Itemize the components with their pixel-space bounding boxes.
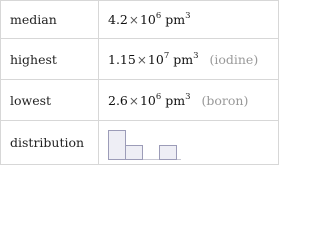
row-value xyxy=(99,1,279,39)
histogram-bar xyxy=(108,130,126,160)
mantissa: 4.2 xyxy=(108,12,128,27)
row-highest xyxy=(1,39,279,80)
distribution-histogram xyxy=(108,126,188,160)
row-label: highest xyxy=(1,39,99,80)
row-value xyxy=(99,80,279,121)
row-label: median xyxy=(1,1,99,39)
power-exponent: 7 xyxy=(163,50,170,61)
times-sign: × xyxy=(136,52,147,67)
row-value xyxy=(99,121,279,165)
power-exponent: 6 xyxy=(155,11,162,21)
times-sign: × xyxy=(128,13,139,27)
power-base: 10 xyxy=(139,12,156,27)
row-label: distribution xyxy=(1,121,99,165)
histogram-bar xyxy=(125,145,143,160)
power-exponent: 6 xyxy=(155,91,162,102)
element-note: (iodine) xyxy=(209,51,259,67)
row-label: lowest xyxy=(1,80,99,121)
mantissa: 1.15 xyxy=(108,51,136,67)
mantissa: 2.6 xyxy=(108,92,128,108)
unit: pm xyxy=(173,51,194,67)
row-value xyxy=(99,39,279,80)
row-median xyxy=(1,1,279,39)
times-sign: × xyxy=(128,93,139,108)
row-lowest xyxy=(1,80,279,121)
unit: pm xyxy=(165,92,186,108)
row-distribution xyxy=(1,121,279,165)
power-base: 10 xyxy=(147,51,164,67)
unit-exponent: 3 xyxy=(185,11,191,21)
histogram-bar xyxy=(159,145,177,160)
element-note: (boron) xyxy=(201,92,249,108)
unit-exponent: 3 xyxy=(193,50,199,61)
unit: pm xyxy=(165,12,186,27)
unit-exponent: 3 xyxy=(185,91,191,102)
power-base: 10 xyxy=(139,92,156,108)
